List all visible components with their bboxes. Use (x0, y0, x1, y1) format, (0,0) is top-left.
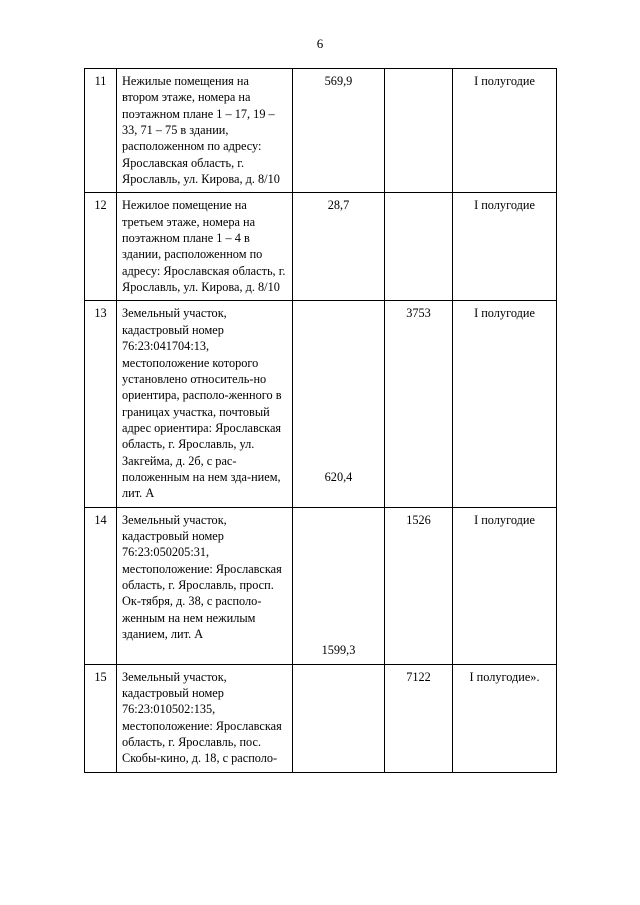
table-row (85, 193, 557, 301)
table-row (85, 664, 557, 772)
row-term: I полугодие (453, 301, 557, 507)
row-area (293, 664, 385, 772)
row-area (293, 507, 385, 664)
row-land-area (385, 69, 453, 193)
row-description: Земельный участок, кадастровый номер 76:23:050205:31, местоположение: Ярославская область, г. Ярославль, просп. Ок-тября, д. 38, с располо-женным на нем нежилым зданием, лит. А (117, 507, 293, 664)
row-area (293, 301, 385, 507)
row-number: 15 (85, 664, 117, 772)
row-description: Нежилые помещения на втором этаже, номера на поэтажном плане 1 – 17, 19 – 33, 71 – 75 в здании, расположенном по адресу: Ярославская область, г. Ярославль, ул. Кирова, д. 8/10 (117, 69, 293, 193)
row-term: I полугодие (453, 507, 557, 664)
row-description: Нежилое помещение на третьем этаже, номера на поэтажном плане 1 – 4 в здании, расположенном по адресу: Ярославская область, г. Ярославль, ул. Кирова, д. 8/10 (117, 193, 293, 301)
area-value: 620,4 (324, 469, 353, 484)
row-term: I полугодие (453, 193, 557, 301)
row-land-area: 7122 (385, 664, 453, 772)
area-spacer (298, 512, 379, 643)
row-number: 13 (85, 301, 117, 507)
table-row (85, 69, 557, 193)
area-value: 1599,3 (321, 643, 356, 658)
row-number: 11 (85, 69, 117, 193)
area-spacer (298, 305, 379, 468)
row-description: Земельный участок, кадастровый номер 76:23:010502:135, местоположение: Ярославская область, г. Ярославль, пос. Скобы-кино, д. 18, с располо- (117, 664, 293, 772)
row-term: I полугодие». (453, 664, 557, 772)
table-row (85, 507, 557, 664)
row-land-area (385, 193, 453, 301)
row-description: Земельный участок, кадастровый номер 76:23:041704:13, местоположение которого установлено относитель-но ориентира, располо-женного в границах участка, почтовый адрес ориентира: Ярославская область, г. Ярославль, ул. Закгейма, д. 2б, с рас-положенным на нем зда-нием, лит. А (117, 301, 293, 507)
row-land-area: 1526 (385, 507, 453, 664)
row-number: 14 (85, 507, 117, 664)
row-area: 569,9 (293, 69, 385, 193)
row-term: I полугодие (453, 69, 557, 193)
property-table (84, 68, 557, 773)
row-land-area: 3753 (385, 301, 453, 507)
table-row (85, 301, 557, 507)
row-number: 12 (85, 193, 117, 301)
page-number: 6 (316, 36, 324, 51)
row-area: 28,7 (293, 193, 385, 301)
